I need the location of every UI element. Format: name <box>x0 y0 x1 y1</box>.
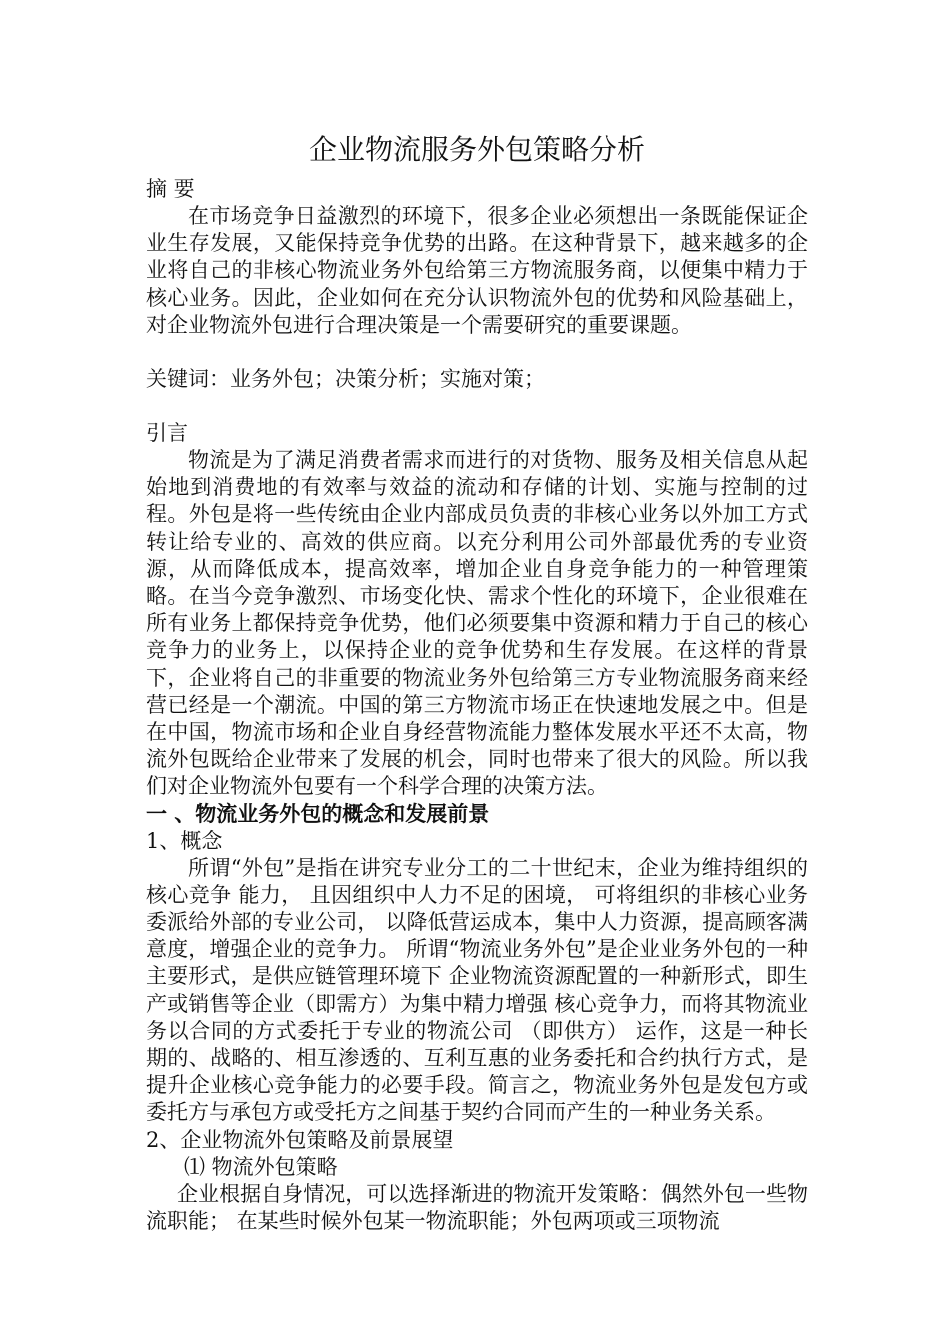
keywords-label: 关键词 <box>146 367 209 392</box>
document-page <box>146 128 808 1235</box>
keywords-line <box>146 366 808 393</box>
abstract-paragraph: 在市场竞争日益激烈的环境下，很多企业必须想出一条既能保证企业生存发展，又能保持竞争优势的出路。在这种背景下，越来越多的企业将自己的非核心物流业务外包给第三方物流服务商，以便集中精力于核心业务。因此，企业如何在充分认识物流外包的优势和风险基础上，对企业物流外包进行合理决策是一个需要研究的重要课题。 <box>146 204 808 337</box>
spacer <box>146 393 808 420</box>
section1-1-heading: 1、概念 <box>146 828 223 853</box>
spacer <box>146 339 808 366</box>
abstract-heading: 摘 要 <box>146 177 195 201</box>
intro-heading: 引言 <box>146 421 188 446</box>
section1-heading: 一 、物流业务外包的概念和发展前景 <box>146 801 490 826</box>
section1-2-paragraph: 企业根据自身情况，可以选择渐进的物流开发策略：偶然外包一些物流职能； 在某些时候外包某一物流职能；外包两项或三项物流 <box>146 1181 808 1233</box>
keywords-text: ：业务外包；决策分析；实施对策； <box>209 367 545 392</box>
document-title: 企业物流服务外包策略分析 <box>308 133 645 166</box>
section1-2-heading: 2、企业物流外包策略及前景展望 <box>146 1127 454 1152</box>
intro-paragraph: 物流是为了满足消费者需求而进行的对货物、服务及相关信息从起始地到消费地的有效率与效益的流动和存储的计划、实施与控制的过程。外包是将一些传统由企业内部成员负责的非核心业务以外加工方式转让给专业的、高效的供应商。以充分利用公司外部最优秀的专业资源，从而降低成本，提高效率，增加企业自身竞争能力的一种管理策略。在当今竞争激烈、市场变化快、需求个性化的环境下，企业很难在所有业务上都保持竞争优势，他们必须要集中资源和精力于自己的核心竞争力的业务上，以保持企业的竞争优势和生存发展。在这样的背景下，企业将自己的非重要的物流业务外包给第三方专业物流服务商来经营已经是一个潮流。中国的第三方物流市场正在快速地发展之中。但是在中国，物流市场和企业自身经营物流能力整体发展水平还不太高，物流外包既给企业带来了发展的机会，同时也带来了很大的风险。所以我们对企业物流外包要有一个科学合理的决策方法。 <box>146 448 808 799</box>
section1-2-sub-heading: ⑴ 物流外包策略 <box>184 1154 338 1179</box>
section1-1-paragraph: 所谓“外包”是指在讲究专业分工的二十世纪末，企业为维持组织的核心竞争 能力， 且因组织中人力不足的困境， 可将组织的非核心业务委派给外部的专业公司， 以降低营运成本，集中人力资源，提高顾客满意度，增强企业的竞争力。 所谓“物流业务外包”是企业业务外包的一种主要形式，是供应链管理环境下 企业物流资源配置的一种新形式，即生产或销售等企业（即需方）为集中精力增强 核心竞争力，而将其物流业务以合同的方式委托于专业的物流公司 （即供方） 运作，这是一种长期的、战略的、相互渗透的、互利互惠的业务委托和合约执行方式，是提升企业核心竞争能力的必要手段。简言之，物流业务外包是发包方或委托方与承包方或受托方之间基于契约合同而产生的一种业务关系。 <box>146 855 808 1125</box>
